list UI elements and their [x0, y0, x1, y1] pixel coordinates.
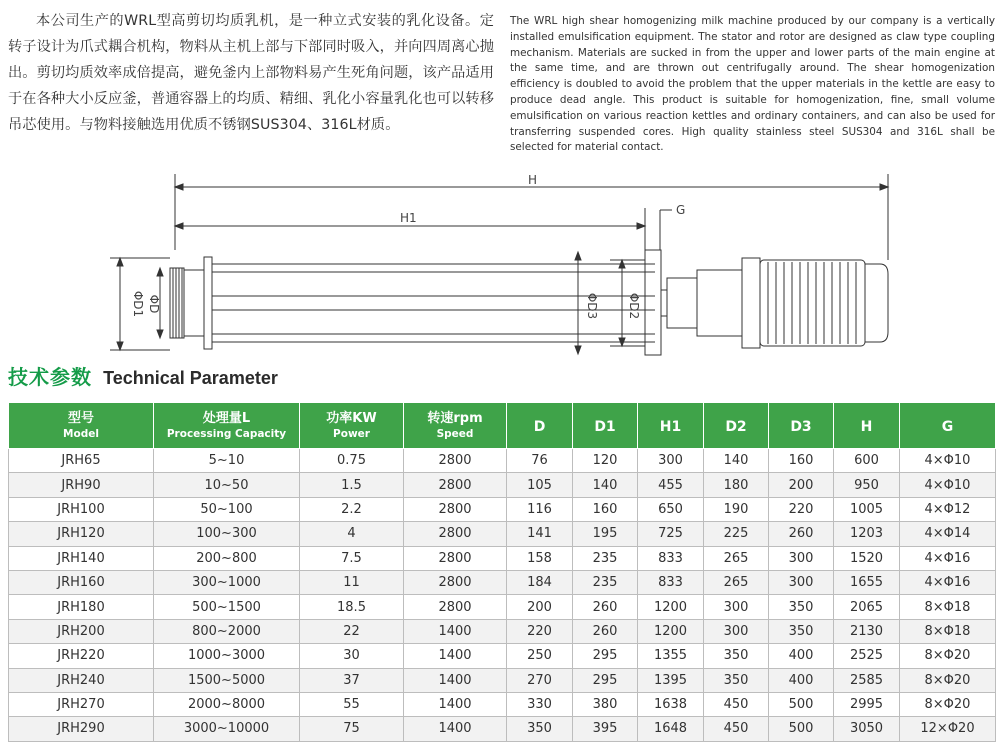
table-cell: 1400	[404, 619, 507, 643]
table-cell: 120	[573, 449, 638, 473]
table-cell: 184	[507, 570, 573, 594]
header-d1: D1	[573, 403, 638, 449]
table-cell: 350	[769, 595, 834, 619]
table-cell: 2065	[834, 595, 900, 619]
table-cell: 1000~3000	[154, 644, 300, 668]
table-row	[9, 692, 996, 716]
table-cell: 1655	[834, 570, 900, 594]
table-row	[9, 717, 996, 741]
table-cell: 500	[769, 717, 834, 741]
table-cell: 265	[704, 570, 769, 594]
table-cell: 260	[573, 595, 638, 619]
table-cell: 4	[300, 522, 404, 546]
table-cell: 8×Φ20	[900, 692, 996, 716]
table-cell: 1638	[638, 692, 704, 716]
table-row	[9, 644, 996, 668]
table-cell: JRH160	[9, 570, 154, 594]
table-cell: 800~2000	[154, 619, 300, 643]
label-H1: H1	[400, 211, 417, 225]
intro-text-chinese: 本公司生产的WRL型高剪切均质乳机，是一种立式安装的乳化设备。定转子设计为爪式耦合机构，物料从主机上部与下部同时吸入，并向四周离心抛出。剪切均质效率成倍提高，避免釜内上部物料易产生死角问题，该产品适用于在各种大小反应釜，普通容器上的均质、精细、乳化小容量乳化也可以转移吊芯使用。与物料接触选用优质不锈钢SUS304、316L材质。	[8, 13, 494, 133]
table-cell: 140	[704, 449, 769, 473]
header-power-cn: 功率KW	[326, 410, 377, 426]
table-cell: 1355	[638, 644, 704, 668]
table-cell: 4×Φ10	[900, 473, 996, 497]
table-cell: 450	[704, 717, 769, 741]
table-cell: 4×Φ12	[900, 497, 996, 521]
table-cell: 18.5	[300, 595, 404, 619]
table-row	[9, 473, 996, 497]
table-cell: JRH180	[9, 595, 154, 619]
table-cell: 220	[507, 619, 573, 643]
table-row	[9, 522, 996, 546]
section-title-chinese: 技术参数	[8, 365, 92, 389]
table-cell: 270	[507, 668, 573, 692]
header-power	[300, 403, 404, 449]
table-row	[9, 595, 996, 619]
table-cell: 4×Φ10	[900, 449, 996, 473]
table-cell: 22	[300, 619, 404, 643]
table-cell: 37	[300, 668, 404, 692]
label-D3: ΦD3	[585, 292, 599, 320]
table-cell: 3000~10000	[154, 717, 300, 741]
table-cell: 3050	[834, 717, 900, 741]
table-cell: 160	[573, 497, 638, 521]
table-cell: 350	[704, 668, 769, 692]
table-cell: 260	[573, 619, 638, 643]
table-cell: 450	[704, 692, 769, 716]
table-cell: 1.5	[300, 473, 404, 497]
table-row	[9, 497, 996, 521]
table-cell: JRH65	[9, 449, 154, 473]
table-cell: JRH120	[9, 522, 154, 546]
table-cell: 1520	[834, 546, 900, 570]
table-cell: 1395	[638, 668, 704, 692]
table-cell: 260	[769, 522, 834, 546]
label-D2: ΦD2	[627, 292, 641, 320]
table-cell: 1005	[834, 497, 900, 521]
label-D1: ΦD1	[131, 290, 145, 318]
table-cell: 455	[638, 473, 704, 497]
table-cell: 200	[769, 473, 834, 497]
table-cell: 300	[638, 449, 704, 473]
header-d2: D2	[704, 403, 769, 449]
table-cell: 600	[834, 449, 900, 473]
table-row	[9, 619, 996, 643]
table-row	[9, 546, 996, 570]
header-capacity-en: Processing Capacity	[166, 427, 287, 440]
header-model-en: Model	[63, 427, 99, 440]
table-cell: 50~100	[154, 497, 300, 521]
table-cell: 265	[704, 546, 769, 570]
table-cell: 500	[769, 692, 834, 716]
header-speed	[404, 403, 507, 449]
table-cell: JRH290	[9, 717, 154, 741]
table-cell: 1400	[404, 668, 507, 692]
table-cell: 100~300	[154, 522, 300, 546]
table-cell: 4×Φ14	[900, 522, 996, 546]
table-cell: 10~50	[154, 473, 300, 497]
header-d: D	[507, 403, 573, 449]
table-cell: 1500~5000	[154, 668, 300, 692]
table-cell: 350	[704, 644, 769, 668]
table-cell: 2800	[404, 570, 507, 594]
table-body	[9, 449, 996, 742]
section-title	[8, 361, 278, 390]
table-cell: 300	[704, 619, 769, 643]
table-row	[9, 449, 996, 473]
header-d3: D3	[769, 403, 834, 449]
table-cell: 141	[507, 522, 573, 546]
table-cell: 2800	[404, 449, 507, 473]
table-cell: 200	[507, 595, 573, 619]
table-cell: 1200	[638, 619, 704, 643]
table-cell: 300	[769, 546, 834, 570]
table-cell: 300~1000	[154, 570, 300, 594]
table-cell: 160	[769, 449, 834, 473]
label-D: ΦD	[147, 294, 161, 314]
table-header-row	[9, 403, 996, 449]
table-cell: 11	[300, 570, 404, 594]
table-cell: 1648	[638, 717, 704, 741]
table-cell: 55	[300, 692, 404, 716]
header-g: G	[900, 403, 996, 449]
table-row	[9, 668, 996, 692]
table-cell: 1203	[834, 522, 900, 546]
table-cell: 295	[573, 644, 638, 668]
table-cell: 158	[507, 546, 573, 570]
header-power-en: Power	[333, 427, 370, 440]
table-cell: 350	[769, 619, 834, 643]
table-cell: JRH200	[9, 619, 154, 643]
table-cell: JRH90	[9, 473, 154, 497]
table-cell: JRH270	[9, 692, 154, 716]
table-cell: 380	[573, 692, 638, 716]
table-cell: 725	[638, 522, 704, 546]
label-H: H	[528, 173, 538, 187]
table-cell: 950	[834, 473, 900, 497]
table-cell: 330	[507, 692, 573, 716]
table-cell: 105	[507, 473, 573, 497]
table-cell: 220	[769, 497, 834, 521]
table-cell: 4×Φ16	[900, 546, 996, 570]
table-cell: 500~1500	[154, 595, 300, 619]
table-cell: 2.2	[300, 497, 404, 521]
table-cell: 400	[769, 668, 834, 692]
table-cell: JRH100	[9, 497, 154, 521]
table-cell: 235	[573, 570, 638, 594]
intro-text-english: The WRL high shear homogenizing milk machine produced by our company is a vertically installed emulsification equipment. The stator and rotor are designed as claw type coupling mechanism. Materials are sucked in from the upper and lower parts of the main engine at the same time, and are thrown out centrifugally around. The shear homogenization efficiency is doubled to avoid the problem that the upper materials in the kettle are easy to produce dead angle. This product is suitable for homogenization, fine, small volume emulsification on various reaction kettles and ordinary containers, and can also be used for transferring suspended cores. High quality stainless steel SUS304 and 316L shall be selected for material contact.	[510, 15, 995, 154]
table-cell: 180	[704, 473, 769, 497]
table-cell: 1400	[404, 644, 507, 668]
machine-dimension-diagram	[0, 160, 1000, 360]
table-cell: 295	[573, 668, 638, 692]
technical-parameter-table	[8, 402, 996, 742]
header-capacity	[154, 403, 300, 449]
header-speed-en: Speed	[436, 427, 474, 440]
table-cell: 200~800	[154, 546, 300, 570]
table-cell: 1200	[638, 595, 704, 619]
table-cell: 395	[573, 717, 638, 741]
table-cell: 8×Φ20	[900, 668, 996, 692]
table-cell: 8×Φ20	[900, 644, 996, 668]
table-cell: JRH220	[9, 644, 154, 668]
table-cell: 650	[638, 497, 704, 521]
header-model	[9, 403, 154, 449]
table-cell: 5~10	[154, 449, 300, 473]
table-cell: 1400	[404, 692, 507, 716]
table-cell: 2800	[404, 522, 507, 546]
table-cell: 195	[573, 522, 638, 546]
table-cell: 76	[507, 449, 573, 473]
table-cell: 75	[300, 717, 404, 741]
table-cell: 350	[507, 717, 573, 741]
table-cell: 116	[507, 497, 573, 521]
header-capacity-cn: 处理量L	[202, 410, 251, 426]
table-cell: 300	[704, 595, 769, 619]
header-speed-cn: 转速rpm	[427, 410, 483, 426]
table-cell: 225	[704, 522, 769, 546]
table-cell: 2000~8000	[154, 692, 300, 716]
table-cell: 2800	[404, 497, 507, 521]
table-cell: JRH240	[9, 668, 154, 692]
table-row	[9, 570, 996, 594]
table-cell: 300	[769, 570, 834, 594]
table-cell: 0.75	[300, 449, 404, 473]
table-cell: 400	[769, 644, 834, 668]
table-cell: 140	[573, 473, 638, 497]
table-cell: 2800	[404, 595, 507, 619]
table-cell: 1400	[404, 717, 507, 741]
table-cell: JRH140	[9, 546, 154, 570]
table-cell: 250	[507, 644, 573, 668]
table-cell: 2995	[834, 692, 900, 716]
label-G: G	[676, 203, 686, 217]
header-h: H	[834, 403, 900, 449]
table-cell: 12×Φ20	[900, 717, 996, 741]
table-cell: 2130	[834, 619, 900, 643]
section-title-english: Technical Parameter	[103, 368, 278, 388]
table-cell: 2800	[404, 473, 507, 497]
table-cell: 8×Φ18	[900, 619, 996, 643]
table-cell: 2800	[404, 546, 507, 570]
header-h1: H1	[638, 403, 704, 449]
table-cell: 4×Φ16	[900, 570, 996, 594]
table-cell: 235	[573, 546, 638, 570]
table-cell: 833	[638, 546, 704, 570]
table-cell: 8×Φ18	[900, 595, 996, 619]
table-cell: 833	[638, 570, 704, 594]
header-model-cn: 型号	[67, 410, 94, 426]
table-cell: 190	[704, 497, 769, 521]
table-cell: 2585	[834, 668, 900, 692]
table-cell: 7.5	[300, 546, 404, 570]
table-cell: 30	[300, 644, 404, 668]
table-cell: 2525	[834, 644, 900, 668]
